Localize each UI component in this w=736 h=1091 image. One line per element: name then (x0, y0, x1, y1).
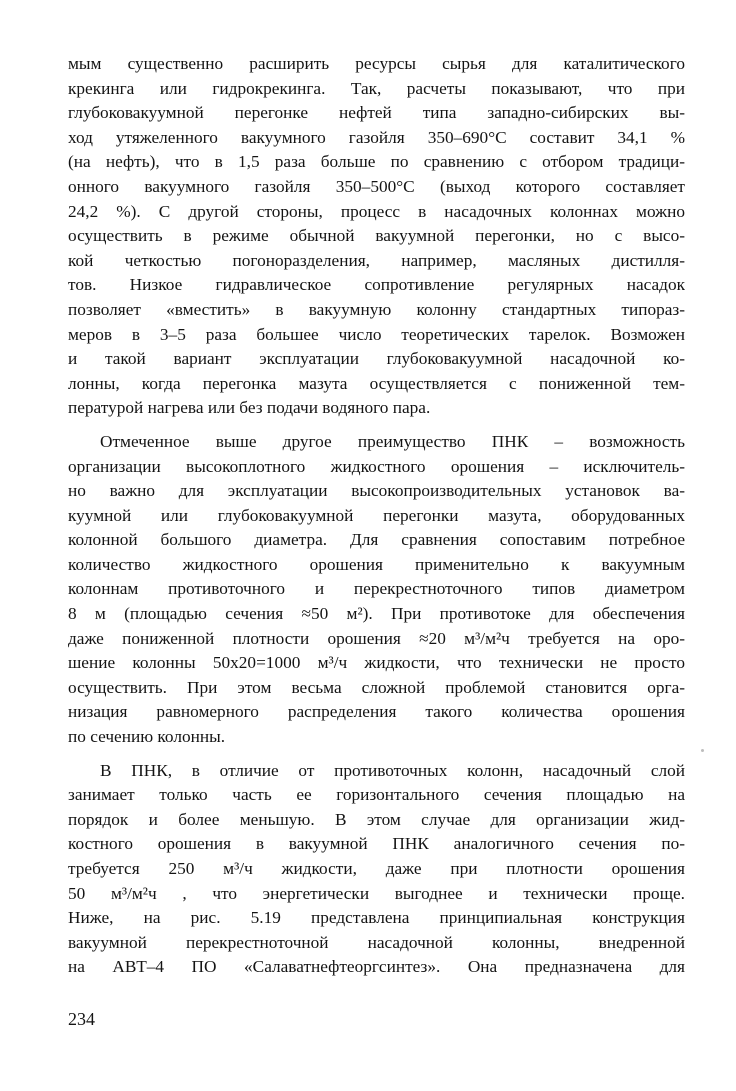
text-line: тов. Низкое гидравлическое сопротивление регулярных насадок (68, 275, 685, 295)
text-line: колонной большого диаметра. Для сравнения сопоставим потребное (68, 530, 685, 550)
text-line: 50 м³/м²ч , что энергетически выгоднее и технически проще. (68, 883, 685, 903)
text-line: ход утяжеленного вакуумного газойля 350–690°С составит 34,1 % (68, 127, 685, 147)
text-line: (на нефть), что в 1,5 раза больше по сравнению с отбором традици- (68, 152, 685, 172)
text-line: костного орошения в вакуумной ПНК аналогичного сечения по- (68, 834, 685, 854)
paragraph (68, 759, 685, 980)
text-line: осуществить. При этом весьма сложной проблемой становится орга- (68, 677, 685, 697)
text-line: меров в 3–5 раза большее число теоретических тарелок. Возможен (68, 324, 685, 344)
text-line: колоннам противоточного и перекрестноточного типов диаметром (68, 579, 685, 599)
paragraph (68, 52, 685, 421)
page-number: 234 (68, 1009, 95, 1029)
text-line: онного вакуумного газойля 350–500°С (выход которого составляет (68, 176, 685, 196)
text-line: 24,2 %). С другой стороны, процесс в насадочных колоннах можно (68, 201, 685, 221)
body-text (68, 52, 685, 980)
text-line: пературой нагрева или без подачи водяного пара. (68, 398, 431, 418)
text-line: и такой вариант эксплуатации глубоковакуумной насадочной ко- (68, 349, 685, 369)
text-line: но важно для эксплуатации высокопроизводительных установок ва- (68, 481, 685, 501)
text-line: порядок и более меньшую. В этом случае для организации жид- (68, 809, 685, 829)
text-line: низация равномерного распределения такого количества орошения (68, 702, 685, 722)
text-line: занимает только часть ее горизонтального сечения площадью на (68, 785, 685, 805)
text-line: на АВТ–4 ПО «Салаватнефтеоргсинтез». Она предназначена для (68, 957, 685, 977)
text-line: лонны, когда перегонка мазута осуществляется с пониженной тем- (68, 373, 685, 393)
text-line: по сечению колонны. (68, 727, 226, 747)
text-line: организации высокоплотного жидкостного орошения – исключитель- (68, 456, 685, 476)
text-line: 8 м (площадью сечения ≈50 м²). При противотоке для обеспечения (68, 604, 685, 624)
text-line: вакуумной перекрестноточной насадочной колонны, внедренной (68, 932, 685, 952)
text-line: Отмеченное выше другое преимущество ПНК – возможность (100, 431, 685, 451)
text-line: куумной или глубоковакуумной перегонки мазута, оборудованных (68, 505, 685, 525)
text-line: шение колонны 50x20=1000 м³/ч жидкости, что технически не просто (68, 653, 685, 673)
text-line: Ниже, на рис. 5.19 представлена принципиальная конструкция (68, 908, 685, 928)
text-line: даже пониженной плотности орошения ≈20 м³/м²ч требуется на оро- (68, 628, 685, 648)
text-line: крекинга или гидрокрекинга. Так, расчеты показывают, что при (68, 78, 685, 98)
text-line: кой четкостью погоноразделения, например, масляных дистилля- (68, 250, 685, 270)
paragraph (68, 430, 685, 750)
text-line: глубоковакуумной перегонке нефтей типа западно-сибирских вы- (68, 103, 685, 123)
text-line: мым существенно расширить ресурсы сырья для каталитического (68, 54, 685, 73)
text-line: количество жидкостного орошения применительно к вакуумным (68, 554, 685, 574)
text-line: осуществить в режиме обычной вакуумной перегонки, но с высо- (68, 226, 685, 246)
text-line: позволяет «вместить» в вакуумную колонну стандартных типораз- (68, 299, 685, 319)
scan-speck (701, 749, 704, 752)
text-line: В ПНК, в отличие от противоточных колонн, насадочный слой (100, 760, 685, 780)
text-line: требуется 250 м³/ч жидкости, даже при плотности орошения (68, 859, 685, 878)
